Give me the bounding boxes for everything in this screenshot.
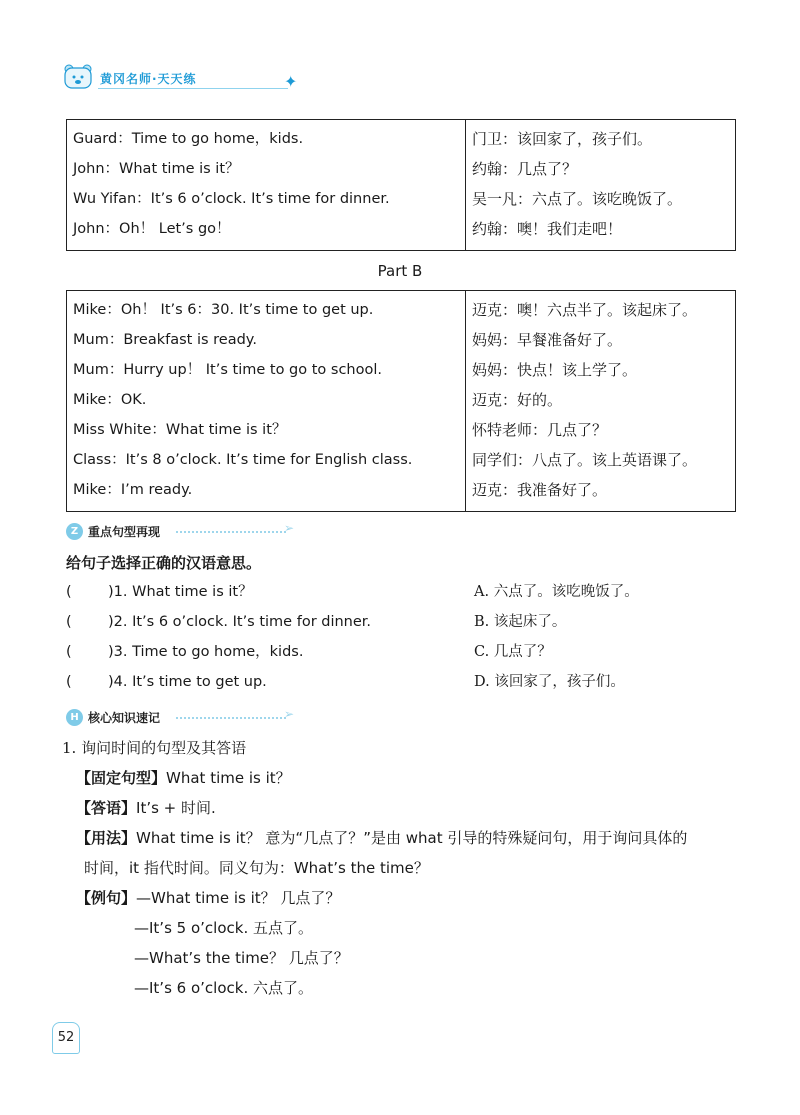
translation-line: 迈克：好的。: [472, 391, 563, 409]
dotted-decoration: [176, 717, 286, 721]
translation-line: 约翰：几点了？: [472, 160, 578, 178]
dialogue-line: Mum：Hurry up！ It’s time to go to school.: [73, 362, 382, 378]
answer-pattern-label: 【答语】: [76, 799, 137, 817]
paper-plane-icon: ➢: [284, 521, 295, 535]
question-text: )3. Time to go home，kids.: [108, 644, 304, 660]
dialogue-line: Class：It’s 8 o’clock. It’s time for English class.: [73, 452, 413, 468]
paper-plane-icon: ➢: [284, 707, 295, 721]
exercise-row: [66, 607, 766, 637]
example-label: 【例句】: [76, 889, 137, 907]
part-b-title: Part B: [377, 262, 423, 280]
section-h-badge-icon: H: [66, 709, 83, 726]
translation-line: 迈克：噢！六点半了。该起床了。: [472, 301, 698, 319]
part-b-dialogue-table: [66, 290, 736, 512]
fixed-pattern-label: 【固定句型】: [76, 769, 167, 787]
dialogue-line: John：Oh！ Let’s go！: [73, 221, 231, 237]
dialogue-line: Miss White：What time is it？: [73, 422, 287, 438]
usage-text: What time is it？ 意为“几点了？”是由 what 引导的特殊疑问句，用于询问具体的: [136, 829, 688, 847]
answer-blank[interactable]: (: [66, 674, 72, 690]
exercise-row: [66, 667, 766, 697]
part-a-dialogue-table: [66, 119, 736, 251]
example-line: [76, 883, 340, 913]
answer-option: D. 该回家了，孩子们。: [474, 674, 625, 690]
answer-option: B. 该起床了。: [474, 614, 567, 630]
answer-blank[interactable]: (: [66, 644, 72, 660]
dialogue-line: Mum：Breakfast is ready.: [73, 332, 257, 348]
header-underline: [98, 88, 288, 89]
dialogue-line: Mike：I’m ready.: [73, 482, 193, 498]
question-text: )2. It’s 6 o’clock. It’s time for dinner.: [108, 614, 372, 630]
translation-line: 门卫：该回家了，孩子们。: [472, 130, 653, 148]
part-a-english-column: [67, 120, 466, 251]
fixed-pattern-line: [76, 763, 291, 793]
dialogue-line: Wu Yifan：It’s 6 o’clock. It’s time for dinner.: [73, 191, 390, 207]
exercise-instruction: 给句子选择正确的汉语意思。: [66, 554, 262, 572]
answer-blank[interactable]: (: [66, 614, 72, 630]
answer-option: C. 几点了？: [474, 644, 552, 660]
translation-line: 约翰：噢！我们走吧！: [472, 220, 623, 238]
dialogue-line: John：What time is it？: [73, 161, 240, 177]
answer-option: A. 六点了。该吃晚饭了。: [474, 584, 639, 600]
dialogue-line: Mike：Oh！ It’s 6：30. It’s time to get up.: [73, 302, 374, 318]
part-a-chinese-column: [466, 120, 736, 251]
example-sentence: —What time is it？ 几点了？: [136, 889, 341, 907]
translation-line: 妈妈：快点！该上学了。: [472, 361, 638, 379]
usage-line: [76, 823, 687, 853]
translation-line: 迈克：我准备好了。: [472, 481, 608, 499]
bear-logo-icon: [63, 64, 93, 90]
translation-line: 吴一凡：六点了。该吃晚饭了。: [472, 190, 683, 208]
question-text: )4. It’s time to get up.: [108, 674, 267, 690]
example-sentence: —It’s 5 o’clock. 五点了。: [134, 919, 313, 937]
usage-label: 【用法】: [76, 829, 137, 847]
dotted-decoration: [176, 531, 286, 535]
example-sentence: —It’s 6 o’clock. 六点了。: [134, 979, 313, 997]
section-z-title: 重点句型再现: [88, 525, 161, 539]
dialogue-line: Mike：OK.: [73, 392, 147, 408]
section-h-title: 核心知识速记: [88, 711, 161, 725]
exercise-row: [66, 637, 766, 667]
exercise-row: [66, 577, 766, 607]
translation-line: 同学们：八点了。该上英语课了。: [472, 451, 698, 469]
question-text: )1. What time is it？: [108, 584, 253, 600]
answer-pattern-line: [76, 793, 216, 823]
example-sentence: —What’s the time？ 几点了？: [134, 949, 349, 967]
star-icon: ✦: [284, 72, 298, 91]
usage-text-continued: 时间，it 指代时间。同义句为：What’s the time？: [84, 859, 429, 877]
part-b-english-column: [67, 291, 466, 512]
dialogue-line: Guard：Time to go home，kids.: [73, 131, 304, 147]
knowledge-heading: 1. 询问时间的句型及其答语: [62, 739, 247, 757]
translation-line: 怀特老师：几点了？: [472, 421, 608, 439]
fixed-pattern-text: What time is it？: [166, 769, 291, 787]
page-number: 52: [52, 1022, 80, 1054]
part-b-chinese-column: [466, 291, 736, 512]
section-z-badge-icon: Z: [66, 523, 83, 540]
answer-pattern-text: It’s + 时间.: [136, 799, 216, 817]
brand-title: 黄冈名师·天天练: [100, 72, 197, 86]
translation-line: 妈妈：早餐准备好了。: [472, 331, 623, 349]
page-header: [60, 60, 298, 94]
answer-blank[interactable]: (: [66, 584, 72, 600]
